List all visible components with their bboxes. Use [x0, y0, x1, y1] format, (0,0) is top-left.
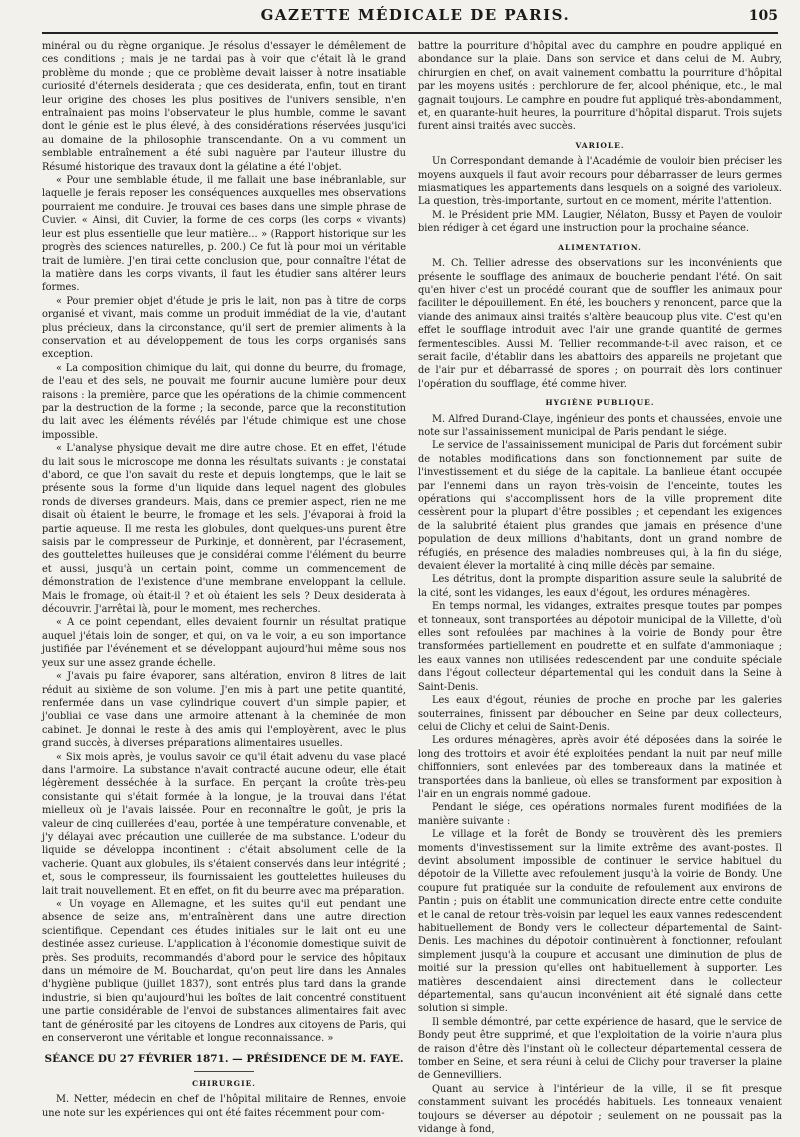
left-column: [42, 40, 406, 1137]
section-hygiene: HYGIÈNE PUBLIQUE.: [545, 398, 655, 408]
right-column: [418, 40, 782, 1137]
section-variole: VARIOLE.: [575, 140, 625, 150]
paragraph: Pendant le siége, ces opérations normales furent modifiées de la manière suivante :: [418, 802, 782, 827]
paragraph: « Six mois après, je voulus savoir ce qu'il était advenu du vase placé dans l'armoire. La substance n'avait contracté aucune odeur, elle était légèrement desséchée à la surface. En perçant la croûte très-peu consistante qui s'était formée à la longue, je la trouvai dans l'état mielleux où je l'avais laissée. Pour en reconnaître le goût, je pris la valeur de cinq cuillerées d'eau, portée à une température convenable, et j'y délayai avec précaution une cuillerée de ma substance. L'odeur du liquide se développa incontinent : c'était absolument celle de la vacherie. Quant aux globules, ils s'étaient conservés dans leur intégrité ; et, sous le compresseur, ils fournissaient les gouttelettes huileuses du lait trait nouvellement. Et en effet, on fit du beurre avec ma préparation.: [42, 751, 406, 897]
paragraph: « Un voyage en Allemagne, et les suites qu'il eut pendant une absence de seize ans, m'entraînèrent dans une autre direction scientifique. Cependant ces études initiales sur le lait ont eu une destinée assez curieuse. L'application à l'économie domestique suivit de près. Ses produits, recommandés d'abord pour le service des hôpitaux dans un mémoire de M. Bouchardat, qu'on peut lire dans les Annales d'hygiène publique (juillet 1837), sont entrés plus tard dans la grande industrie, si bien qu'aujourd'hui les boîtes de lait concentré constituent une partie considérable de l'envoi de substances alimentaires fait avec tant de générosité par les citoyens de Londres aux citoyens de Paris, qui en conserveront une véritable et longue reconnaissance. »: [42, 899, 406, 1045]
paragraph: minéral ou du règne organique. Je résolus d'essayer le démêlement de ces conditions ; mais je ne tardai pas à voir que c'était là le grand problème du monde ; que ce problème devait laisser à notre insatiable curiosité d'éternels desiderata ; que ces desiderata, enfin, tout en tirant leur origine des choses les plus positives de l'univers sensible, n'en entraînaient pas moins l'observateur le plus humble, comme le savant dont le génie est le plus élevé, à des considérations réservées jusqu'ici au domaine de la philosophie transcendante. On a vu comment un semblable entraînement a été subi naguère par l'auteur illustre du Résumé historique des travaux dont la gélatine a été l'objet.: [42, 41, 406, 173]
paragraph: « Pour premier objet d'étude je pris le lait, non pas à titre de corps organisé et vivant, mais comme un produit immédiat de la vie, d'autant plus précieux, dans la circonstance, qu'il sert de premier aliments à la conservation et au développement de tous les corps organisés sans exception.: [42, 295, 406, 361]
page-header: [42, 6, 778, 34]
paragraph: Un Correspondant demande à l'Académie de vouloir bien préciser les moyens auxquels il faut avoir recours pour débarrasser de leurs germes miasmatiques les appartements dans lesquels on a soigné des varioleux. La question, très-importante, surtout en ce moment, mérite l'attention.: [418, 156, 782, 208]
paragraph: M. Netter, médecin en chef de l'hôpital militaire de Rennes, envoie une note sur les expériences qui ont été faites récemment pour com-: [42, 1094, 406, 1119]
columns: [42, 40, 788, 1137]
paragraph: Le service de l'assainissement municipal de Paris dut forcément subir de notables modifications dans son fonctionnement par suite de l'investissement et du siége de la capitale. La banlieue étant occupée par l'ennemi dans un rayon très-voisin de l'enceinte, toutes les opérations qui s'accomplissent hors de la ville proprement dite cessèrent pour la plupart d'être possibles ; et cependant les exigences de la salubrité étaient plus grandes que jamais en présence d'une population de deux millions d'habitants, dont un grand nombre de réfugiés, en présence des maladies nombreuses qui, à la fin du siége, devaient élever la mortalité à cinq mille décès par semaine.: [418, 440, 782, 573]
paragraph: M. Ch. Tellier adresse des observations sur les inconvénients que présente le soufflage des animaux de boucherie pendant l'été. On sait qu'en hiver c'est un procédé courant que de souffler les animaux pour faciliter le dépouillement. En été, les bouchers y renoncent, parce que la viande des animaux ainsi traités s'altère beaucoup plus vite. C'est qu'en effet le soufflage introduit avec l'air une grande quantité de germes fermentescibles. Aussi M. Tellier recommande-t-il avec raison, et ce serait facile, d'établir dans les abattoirs des appareils ne projetant que de l'air pur et débarrassé de spores ; on pourrait dès lors continuer l'opération du soufflage, été comme hiver.: [418, 258, 782, 390]
paragraph: Le village et la forêt de Bondy se trouvèrent dès les premiers moments d'investissement sur la limite extrême des avant-postes. Il devint absolument impossible de continuer le service habituel du dépotoir de la Villette avec refoulement jusqu'à la voirie de Bondy. Une coupure fut pratiquée sur la conduite de refoulement aux environs de Pantin ; puis on établit une communication directe entre cette conduite et le canal de retour très-voisin par lequel les eaux vannes redescendent habituellement de Bondy vers le collecteur départemental de Saint-Denis. Les machines du dépotoir continuèrent à fonctionner, refoulant simplement jusqu'à la coupure et accusant une diminution de plus de moitié sur la pression qu'elles ont habituellement à supporter. Les matières descendaient ainsi directement dans le collecteur départemental, sans qu'aucun inconvénient ait été signalé dans cette solution si simple.: [418, 829, 782, 1015]
seance-heading: SÉANCE DU 27 FÉVRIER 1871. — PRÉSIDENCE DE M. FAYE.: [44, 1053, 404, 1066]
paragraph: « J'avais pu faire évaporer, sans altération, environ 8 litres de lait réduit au sixième de son volume. J'en mis à part une petite quantité, renfermée dans un vase cylindrique couvert d'un simple papier, et j'oubliai ce vase dans une armoire attenant à la cheminée de mon cabinet. Je donnai le reste à des amis qui l'employèrent, avec le plus grand succès, à diverses préparations alimentaires usuelles.: [42, 671, 406, 750]
divider: [194, 1071, 254, 1072]
paragraph: « La composition chimique du lait, qui donne du beurre, du fromage, de l'eau et des sels, ne pouvait me fournir aucune lumière pour deux raisons : la première, parce que les opérations de la chimie commencent par la destruction de la forme ; la seconde, parce que la reconstitution du lait avec les éléments révélés par l'étude chimique est une chose impossible.: [42, 362, 406, 441]
paragraph: Les eaux d'égout, réunies de proche en proche par les galeries souterraines, finissent par déboucher en Seine par deux collecteurs, celui de Clichy et celui de Saint-Denis.: [418, 695, 782, 733]
paragraph: « Pour une semblable étude, il me fallait une base inébranlable, sur laquelle je ferais reposer les conséquences auxquelles mes observations pourraient me conduire. Je trouvai ces bases dans une simple phrase de Cuvier. « Ainsi, dit Cuvier, la forme de ces corps (les corps « vivants) leur est plus essentielle que leur matière... » (Rapport historique sur les progrès des sciences naturelles, p. 200.) Ce fut là pour moi un véritable trait de lumière. J'en tirai cette conclusion que, pour connaître l'état de la matière dans les corps vivants, il faut les étudier sans altérer leurs formes.: [42, 175, 406, 294]
paragraph: M. le Président prie MM. Laugier, Nélaton, Bussy et Payen de vouloir bien rédiger à cet égard une instruction pour la prochaine séance.: [418, 209, 782, 235]
paragraph: battre la pourriture d'hôpital avec du camphre en poudre appliqué en abondance sur la plaie. Dans son service et dans celui de M. Aubry, chirurgien en chef, on avait vainement combattu la pourriture d'hôpital par les moyens usités : perchlorure de fer, alcool phénique, etc., le mal gagnait toujours. Le camphre en poudre fut appliqué très-abondamment, et, en quarante-huit heures, la pourriture d'hôpital disparut. Trois sujets furent ainsi traités avec succès.: [418, 41, 782, 133]
paragraph: Il semble démontré, par cette expérience de hasard, que le service de Bondy peut être supprimé, et que l'exploitation de la voirie n'aura plus de raison d'être dès l'instant où le collecteur départemental cessera de tomber en Seine, et sera réuni à celui de Clichy pour traverser la plaine de Gennevilliers.: [418, 1016, 782, 1082]
paragraph: Les détritus, dont la prompte disparition assure seule la salubrité de la cité, sont les vidanges, les eaux d'égout, les ordures ménagères.: [418, 574, 782, 599]
section-chirurgie: CHIRURGIE.: [192, 1078, 256, 1088]
paragraph: « A ce point cependant, elles devaient fournir un résultat pratique auquel j'étais loin de songer, et qui, on va le voir, a eu son importance justifiée par l'événement et se développant aujourd'hui même sous nos yeux sur une assez grande échelle.: [42, 617, 406, 669]
paragraph: M. Alfred Durand-Claye, ingénieur des ponts et chaussées, envoie une note sur l'assainissement municipal de Paris pendant le siége.: [418, 413, 782, 438]
paragraph: En temps normal, les vidanges, extraites presque toutes par pompes et tonneaux, sont transportées au dépotoir municipal de la Villette, d'où elles sont refoulées par machines à la voirie de Bondy pour être transformées partiellement en poudrette et en sulfate d'ammoniaque ; les eaux vannes non utilisées redescendent par une conduite spéciale dans l'égout collecteur départemental qui les conduit dans la Seine à Saint-Denis.: [418, 601, 782, 693]
page-number: 105: [748, 8, 778, 24]
journal-title: GAZETTE MÉDICALE DE PARIS.: [260, 6, 571, 24]
paragraph: Quant au service à l'intérieur de la ville, il se fit presque constamment suivant les procédés habituels. Les tonneaux venaient toujours se déverser au dépotoir ; seulement on ne poussait pas la vidange à fond,: [418, 1083, 782, 1136]
paragraph: « L'analyse physique devait me dire autre chose. Et en effet, l'étude du lait sous le microscope me donna les résultats suivants : je constatai d'abord, ce que l'on savait du reste et depuis longtemps, que le lait se présente sous la forme d'un liquide dans lequel nagent des globules ronds de diverses grandeurs. Mais, dans ce premier aspect, rien ne me disait où étaient le beurre, le fromage et les sels. J'évaporai à froid la partie aqueuse. Il me resta les globules, dont quelques-uns purent être saisis par le compresseur de Purkinje, et donnèrent, par l'écrasement, des gouttelettes huileuses que je considérai comme l'élément du beurre et aussi, jusqu'à un certain point, comme un commencement de démonstration de l'existence d'une membrane enveloppant la cellule. Mais le fromage, où était-il ? et où étaient les sels ? Deux desiderata à découvrir. J'arrêtai là, pour le moment, mes recherches.: [42, 443, 406, 616]
section-alimentation: ALIMENTATION.: [558, 242, 642, 252]
paragraph: Les ordures ménagères, après avoir été déposées dans la soirée le long des trottoirs et avoir été exploitées pendant la nuit par neuf mille chiffonniers, sont enlevées par des tombereaux dans la matinée et transportées dans la banlieue, où elles se transforment par exposition à l'air en un engrais nommé gadoue.: [418, 735, 782, 800]
